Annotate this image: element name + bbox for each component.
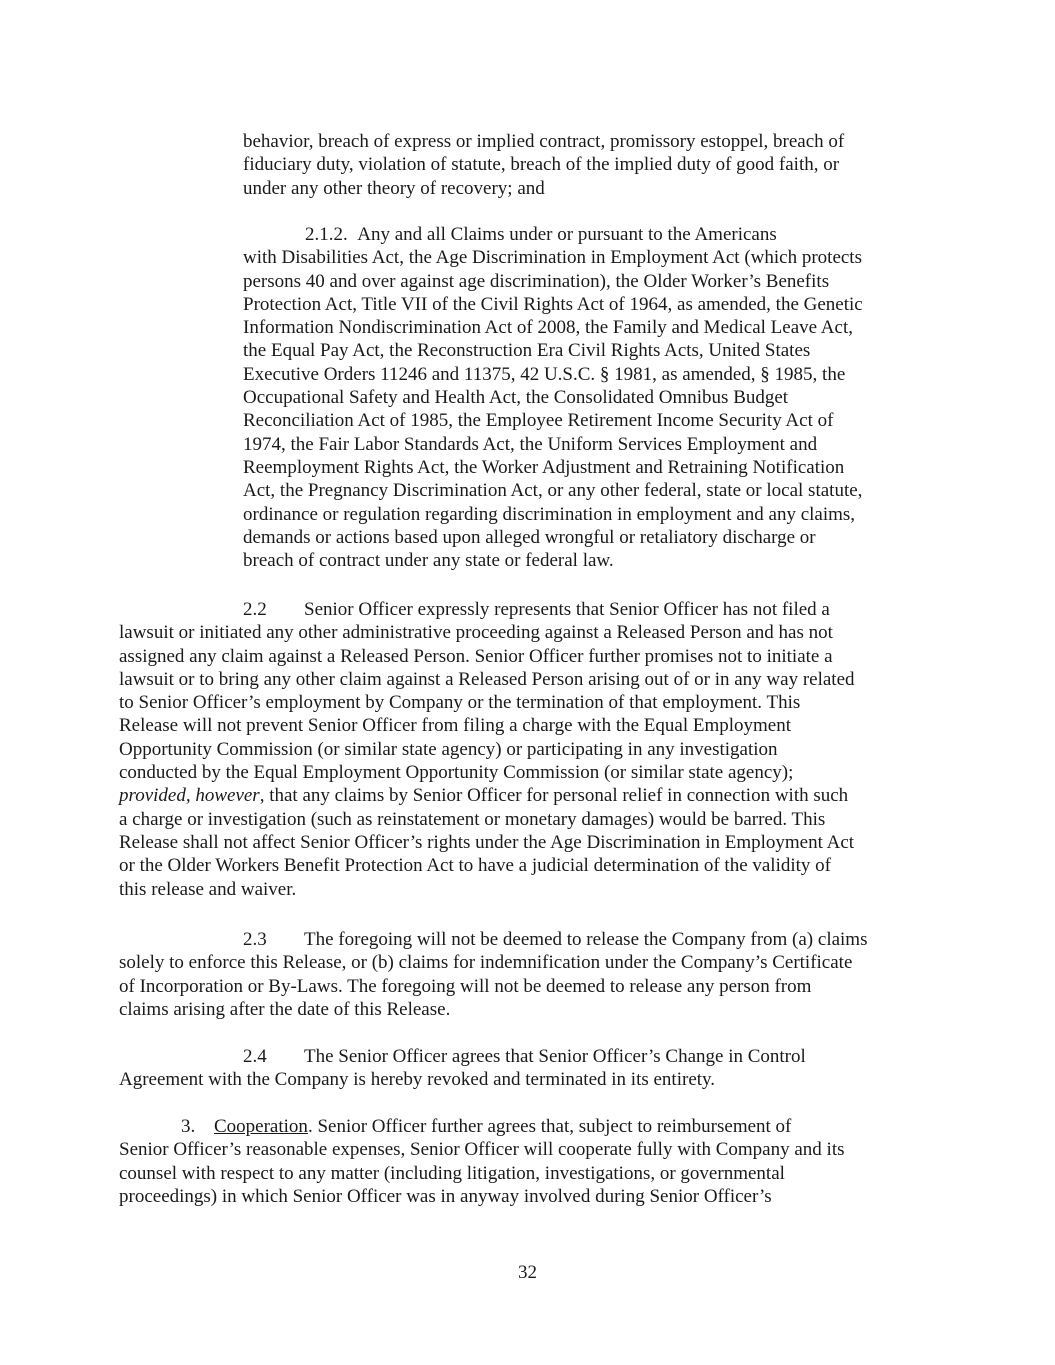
section-number: 3. xyxy=(181,1116,196,1137)
text-line: under any other theory of recovery; and xyxy=(243,177,545,199)
section-text: Senior Officer expressly represents that Senior Officer has not filed a xyxy=(304,599,830,620)
paragraph-continuation xyxy=(243,130,933,200)
text-line: proceedings) in which Senior Officer was in anyway involved during Senior Officer’s xyxy=(119,1185,772,1207)
section-2-4 xyxy=(119,1045,933,1092)
text-line: or the Older Workers Benefit Protection Act to have a judicial determination of the validity of xyxy=(119,855,831,877)
section-2-3 xyxy=(119,928,933,1021)
text-line: to Senior Officer’s employment by Company or the termination of that employment. This xyxy=(119,692,801,714)
text-line: Information Nondiscrimination Act of 2008, the Family and Medical Leave Act, xyxy=(243,317,853,339)
section-number: 2.2 xyxy=(243,599,267,620)
text-line: Senior Officer’s reasonable expenses, Senior Officer will cooperate fully with Company and its xyxy=(119,1139,845,1161)
text-line: Release shall not affect Senior Officer’s rights under the Age Discrimination in Employment Act xyxy=(119,831,855,853)
text-line xyxy=(119,928,933,951)
text-line: Reemployment Rights Act, the Worker Adjustment and Retraining Notification xyxy=(243,456,845,478)
text-line: counsel with respect to any matter (including litigation, investigations, or governmental xyxy=(119,1162,785,1184)
text-line xyxy=(119,598,933,621)
italic-proviso: provided, however xyxy=(119,785,260,807)
text-line xyxy=(119,1115,933,1138)
section-3-cooperation xyxy=(119,1115,933,1208)
section-number: 2.1.2. xyxy=(305,224,348,245)
section-heading: Cooperation xyxy=(214,1116,308,1137)
text-line: ordinance or regulation regarding discrimination in employment and any claims, xyxy=(243,503,856,525)
text-line: behavior, breach of express or implied contract, promissory estoppel, breach of xyxy=(243,131,845,152)
text-line: demands or actions based upon alleged wrongful or retaliatory discharge or xyxy=(243,526,816,548)
text-line: Release will not prevent Senior Officer from filing a charge with the Equal Employment xyxy=(119,715,792,737)
text-line xyxy=(243,223,933,246)
text-line: this release and waiver. xyxy=(119,878,297,900)
text-line: the Equal Pay Act, the Reconstruction Era Civil Rights Acts, United States xyxy=(243,340,811,362)
page-number: 32 xyxy=(518,1262,537,1283)
text-line: Occupational Safety and Health Act, the Consolidated Omnibus Budget xyxy=(243,387,789,409)
text-line: of Incorporation or By-Laws. The foregoing will not be deemed to release any person from xyxy=(119,975,812,997)
text-line: solely to enforce this Release, or (b) claims for indemnification under the Company’s Certificate xyxy=(119,952,853,974)
text-line xyxy=(119,784,933,807)
section-text: The Senior Officer agrees that Senior Officer’s Change in Control xyxy=(304,1046,806,1067)
text-line: Opportunity Commission (or similar state agency) or participating in any investigation xyxy=(119,738,778,760)
text-line: breach of contract under any state or federal law. xyxy=(243,550,614,572)
section-number: 2.4 xyxy=(243,1046,267,1067)
proviso-text: , that any claims by Senior Officer for personal relief in connection with such xyxy=(259,785,849,807)
text-line: Act, the Pregnancy Discrimination Act, or any other federal, state or local statute, xyxy=(243,480,863,502)
text-line: a charge or investigation (such as reinstatement or monetary damages) would be barred. This xyxy=(119,808,826,830)
text-line: conducted by the Equal Employment Opportunity Commission (or similar state agency); xyxy=(119,762,794,784)
text-line: with Disabilities Act, the Age Discrimination in Employment Act (which protects xyxy=(243,247,862,269)
text-line: lawsuit or to bring any other claim against a Released Person arising out of or in any way related xyxy=(119,668,855,690)
text-line: Reconciliation Act of 1985, the Employee Retirement Income Security Act of xyxy=(243,410,834,432)
section-text: . Senior Officer further agrees that, subject to reimbursement of xyxy=(307,1116,792,1137)
text-line: assigned any claim against a Released Person. Senior Officer further promises not to initiate a xyxy=(119,645,833,667)
text-line: fiduciary duty, violation of statute, breach of the implied duty of good faith, or xyxy=(243,154,840,176)
section-text: The foregoing will not be deemed to release the Company from (a) claims xyxy=(304,929,868,950)
text-line: claims arising after the date of this Release. xyxy=(119,998,451,1020)
text-line: persons 40 and over against age discrimination), the Older Worker’s Benefits xyxy=(243,270,830,292)
text-line: Agreement with the Company is hereby revoked and terminated in its entirety. xyxy=(119,1069,716,1091)
section-text: Any and all Claims under or pursuant to the Americans xyxy=(357,224,777,245)
text-line: Executive Orders 11246 and 11375, 42 U.S.C. § 1981, as amended, § 1985, the xyxy=(243,363,846,385)
section-number: 2.3 xyxy=(243,929,267,950)
text-line: Protection Act, Title VII of the Civil Rights Act of 1964, as amended, the Genetic xyxy=(243,293,863,315)
text-line: lawsuit or initiated any other administrative proceeding against a Released Person and has not xyxy=(119,622,833,644)
text-line xyxy=(119,1045,933,1068)
text-line: 1974, the Fair Labor Standards Act, the Uniform Services Employment and xyxy=(243,433,818,455)
section-2-2 xyxy=(119,598,933,901)
section-2-1-2 xyxy=(243,223,933,572)
